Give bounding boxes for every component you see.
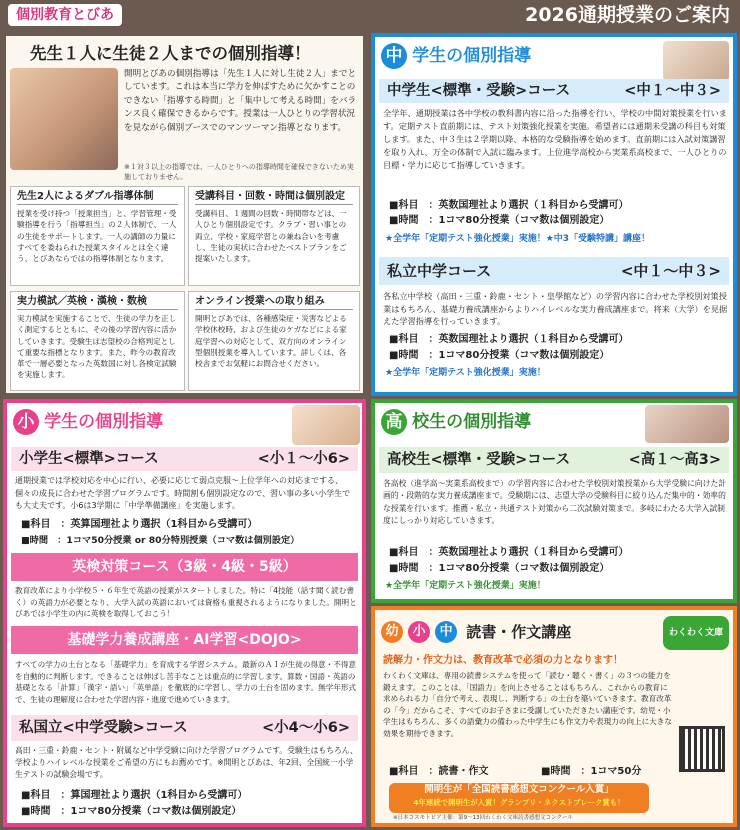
junior-chip: 中 bbox=[381, 43, 407, 69]
contest-banner bbox=[389, 783, 649, 813]
page-title: 2026通期授業のご案内 bbox=[525, 4, 730, 26]
reading-lead: 読解力・作文力は、教育改革で必須の力となります！ bbox=[383, 655, 623, 666]
high-course1-note: ★全学年「定期テスト強化授業」実施！ bbox=[385, 581, 546, 591]
elementary-course2-bar bbox=[11, 715, 358, 741]
elementary-panel bbox=[3, 399, 366, 827]
junior-course2-body: 各私立中学校（高田・三重・鈴鹿・セント・皇學館など）の学習内容に合わせた学校別対策授業はもちろん、基礎力養成講座からよりハイレベルな実力養成講座まで。将来（大学）を見据えた学習指導を行っていきます。 bbox=[383, 291, 728, 326]
elementary-course2-name: 私国立<中学受験>コース bbox=[19, 720, 188, 736]
contest-line-2: 4年連続で開明生が入賞！グランプリ・ネクストブレーク賞も！ bbox=[413, 798, 625, 807]
feature-box-2 bbox=[188, 186, 360, 286]
junior-course2-name: 私立中学コース bbox=[387, 262, 492, 280]
junior-course1-bar bbox=[379, 79, 729, 103]
intro-panel bbox=[3, 33, 366, 396]
feature-box-1 bbox=[10, 186, 185, 286]
junior-course1-name: 中学生<標準・受験>コース bbox=[387, 83, 571, 99]
elementary-course1-body: 通期授業では学校対応を中心に行い、必要に応じて弱点克服～上位学年への対応までする、個々の成長に合わせた学習プログラムです。時間割も個別設定なので、習い事の多い小学生でも大丈夫です。小6は3学期に「中学準備講座」を実施します。 bbox=[15, 476, 351, 510]
high-course1-time: ■時間 ：1コマ80分授業（コマ数は個別設定） bbox=[389, 563, 610, 574]
junior-photo bbox=[663, 41, 729, 81]
elementary-dojo-name: 基礎学力養成講座・AI学習<DOJO> bbox=[67, 632, 302, 648]
junior-header bbox=[381, 43, 661, 73]
reading-chip-1: 幼 bbox=[381, 621, 403, 643]
contest-line-1: 開明生が「全国読書感想文コンクール入賞」 bbox=[424, 784, 614, 795]
reading-header bbox=[381, 620, 651, 650]
high-chip: 高 bbox=[381, 409, 407, 435]
feature-body-3: 実力模試を実施することで、生徒の学力を正しく測定するとともに、その後の学習内容に活かしていきます。受験生は志望校の合格判定として重要な指標となります。また、昨今の教育改革で一層必要となった英数国に対し各検定試験を実施します。 bbox=[17, 314, 177, 380]
high-course1-subject: ■科目 ：英数国理社より選択（１科目から受講可） bbox=[389, 547, 629, 558]
reading-panel bbox=[371, 606, 737, 827]
elementary-dojo-bar bbox=[11, 626, 358, 654]
elementary-course1-grade: <小１～小6> bbox=[257, 451, 350, 467]
elementary-course1-time: ■時間 ：1コマ50分授業 or 80分特別授業（コマ数は個別設定） bbox=[21, 535, 300, 546]
intro-body: 開明とびあの個別指導は「先生１人に対し生徒２人」までとしています。これは本当に学力を伸ばすために欠かすことのできない「指導する時間」と「集中して考える時間」をバランス良く確保できるからです。授業は一人ひとりの学習状況を見ながら個別ブースでのマンツーマン指導となります。 bbox=[124, 69, 357, 133]
high-title: 校生の個別指導 bbox=[412, 412, 532, 432]
intro-headline: 先生１人に生徒２人までの個別指導！ bbox=[30, 44, 311, 63]
intro-note: ※１対３以上の指導では、一人ひとりへの指導時間を確保できないため実施しておりません。 bbox=[124, 163, 354, 181]
feature-body-4: 開明とびあでは、各種感染症・災害などよる学校休校時、および生徒のケガなどによる家庭学習への対応として、双方向のオンライン型個別授業を導入しています。詳しくは、各校舎までお気軽にお問合せください。 bbox=[195, 314, 347, 369]
junior-course1-grade: <中１～中３> bbox=[624, 83, 721, 99]
feature-title-1: 先生2人によるダブル指導体制 bbox=[17, 190, 178, 205]
page-header bbox=[0, 0, 740, 30]
elementary-eiken-bar bbox=[11, 553, 358, 581]
elementary-course1-bar bbox=[11, 447, 358, 471]
intro-photo bbox=[10, 68, 118, 170]
feature-title-4: オンライン授業への取り組み bbox=[195, 295, 353, 310]
elementary-course2-subject: ■科目 ：算国理社より選択（1科目から受講可） bbox=[21, 790, 248, 801]
elementary-course2-body: 高田・三重・鈴鹿・セント・附属など中学受験に向けた学習プログラムです。受験生はもちろん、学校よりハイレベルな授業をご希望の方にもお薦めです。※開明とびあは、年2回、全国統一小学生テストの試験会場です。 bbox=[15, 746, 358, 779]
feature-title-2: 受講科目・回数・時間は個別設定 bbox=[195, 190, 353, 205]
elementary-course2-grade: <小4～小6> bbox=[262, 720, 350, 736]
elementary-title: 学生の個別指導 bbox=[44, 412, 164, 432]
elementary-header bbox=[13, 409, 293, 439]
junior-title: 学生の個別指導 bbox=[412, 46, 532, 66]
brand-logo: 個別教育とびあ bbox=[8, 4, 122, 26]
feature-title-3: 実力模試／英検・漢検・数検 bbox=[17, 295, 178, 310]
junior-course2-subject: ■科目 ：英数国理社より選択（１科目から受講可） bbox=[389, 334, 629, 345]
high-course1-grade: <高１～高3> bbox=[628, 452, 721, 468]
high-photo bbox=[645, 405, 729, 443]
high-panel bbox=[371, 399, 737, 603]
elementary-course1-subject: ■科目 ：英算国理社より選択（1科目から受講可） bbox=[21, 519, 258, 530]
reading-chip-2: 小 bbox=[408, 621, 430, 643]
elementary-course1-name: 小学生<標準>コース bbox=[19, 451, 159, 467]
junior-course1-subject: ■科目 ：英数国理社より選択（１科目から受講可） bbox=[389, 200, 629, 211]
high-course1-name: 高校生<標準・受験>コース bbox=[387, 452, 571, 468]
elementary-eiken-name: 英検対策コース（3級・4級・5級） bbox=[72, 559, 297, 575]
reading-body: わくわく文庫は、専用の読書システムを使って「読む・聴く・書く」の３つの能力を鍛えます。このことは、「国語力」を向上させることはもちろん、これからの教育に求められる力「自分で考え、表現し、判断する」の土台を築いていきます。教育改革の「今」だからこそ、すべてのお子さまに受講していただきたい講座です。幼児・小学生はもちろん、多くの語彙力の備わった中学生にも作文力や表現力の向上に大きな効果を期待できます。 bbox=[383, 671, 672, 738]
feature-box-3 bbox=[10, 291, 185, 391]
elementary-eiken-body: 教育改革により小学校５・６年生で英語の授業がスタートしました。特に「4技能（話す聞く読む書く）の英語力が必要となり、大学入試の英語においては資格も重視されるようになりました。開明とびあでは小学生の内に英検を取得しておこう！ bbox=[15, 586, 357, 618]
junior-course1-note: ★全学年「定期テスト強化授業」実施！★中3「受験特講」講座！ bbox=[385, 234, 651, 244]
junior-course1-time: ■時間 ：1コマ80分授業（コマ数は個別設定） bbox=[389, 215, 610, 226]
junior-course2-grade: <中１～中３> bbox=[620, 262, 721, 280]
junior-course2-note: ★全学年「定期テスト強化授業」実施！ bbox=[385, 368, 546, 378]
elementary-dojo-body: すべての学力の土台となる「基礎学力」を育成する学習システム。最新のＡＩが生徒の得意・不得意を自動的に判断します。できることは伸ばし苦手なことは重点的に学習します。算数・国語・英語の基礎となる「計算」「漢字・語い」「英単語」を徹底的に学習し、学力の土台を固めます。無学年形式で、生徒の理解度に合わせた学習内容・進度で進めていきます。 bbox=[15, 660, 357, 704]
high-header bbox=[381, 409, 661, 439]
junior-course1-body: 全学年、通期授業は各中学校の教科書内容に沿った指導を行い、学校の中間対策授業を行います。定期テスト直前期には、テスト対策強化授業を実施。希望者には通期未受講の科目も対策します。また、中３生は２学期以降、本格的な受験指導を始めます。直前期には入試対策講習を取り入れ、万全の体制で入試に臨みます。上位進学高校から実業系高校まで、一人ひとりの目標・学力に応じて指導していきます。 bbox=[383, 108, 727, 170]
reading-badge: わくわく文庫 bbox=[663, 616, 729, 650]
junior-course2-bar bbox=[379, 257, 729, 285]
junior-panel bbox=[371, 33, 737, 396]
reading-subject: ■科目 ：読書・作文 bbox=[389, 766, 489, 777]
elementary-photo bbox=[292, 405, 360, 445]
feature-box-4 bbox=[188, 291, 360, 391]
high-course1-bar bbox=[379, 447, 729, 473]
elementary-course2-time: ■時間 ：1コマ80分授業（コマ数は個別設定） bbox=[21, 806, 242, 817]
reading-time: ■時間 ：1コマ50分 bbox=[541, 766, 642, 777]
reading-chip-3: 中 bbox=[435, 621, 457, 643]
junior-course2-time: ■時間 ：1コマ80分授業（コマ数は個別設定） bbox=[389, 350, 610, 361]
feature-body-2: 受講科目、１週間の回数・時間帯などは、一人ひとり個別設定です。クラブ・習い事との両立、学校・家庭学習との兼ね合いを考慮し、生徒の実状に合わせたベストプランをご提案いたします。 bbox=[195, 209, 347, 264]
feature-body-1: 授業を受け持つ「授業担当」と、学習管理・受験指導を行う「指導担当」の２人体制で、一人の生徒をサポートします。一人の講師の力量にすべてを委ねられた授業スタイルとは全く違う、とびあならではの指導体制となります。 bbox=[17, 209, 177, 264]
qr-code bbox=[679, 726, 725, 772]
elementary-chip: 小 bbox=[13, 409, 39, 435]
reading-title: 読書・作文講座 bbox=[466, 623, 572, 641]
reading-footnote: ※日本コスモトピア主催：第9～13回わくわく文庫読書感想文コンクール bbox=[393, 815, 573, 821]
high-course1-body: 各高校（進学高～実業系高校まで）の学習内容に合わせた学校別対策授業から大学受験に向けた計画的・段階的な実力養成講座まで。受験期には、志望大学の受験科目に絞り込んだ集中的・効率的な授業を行います。推薦・私立・共通テスト対策から二次試験対策まで。多岐にわたる大学入試制度にしっかり対応していきます。 bbox=[383, 479, 727, 525]
